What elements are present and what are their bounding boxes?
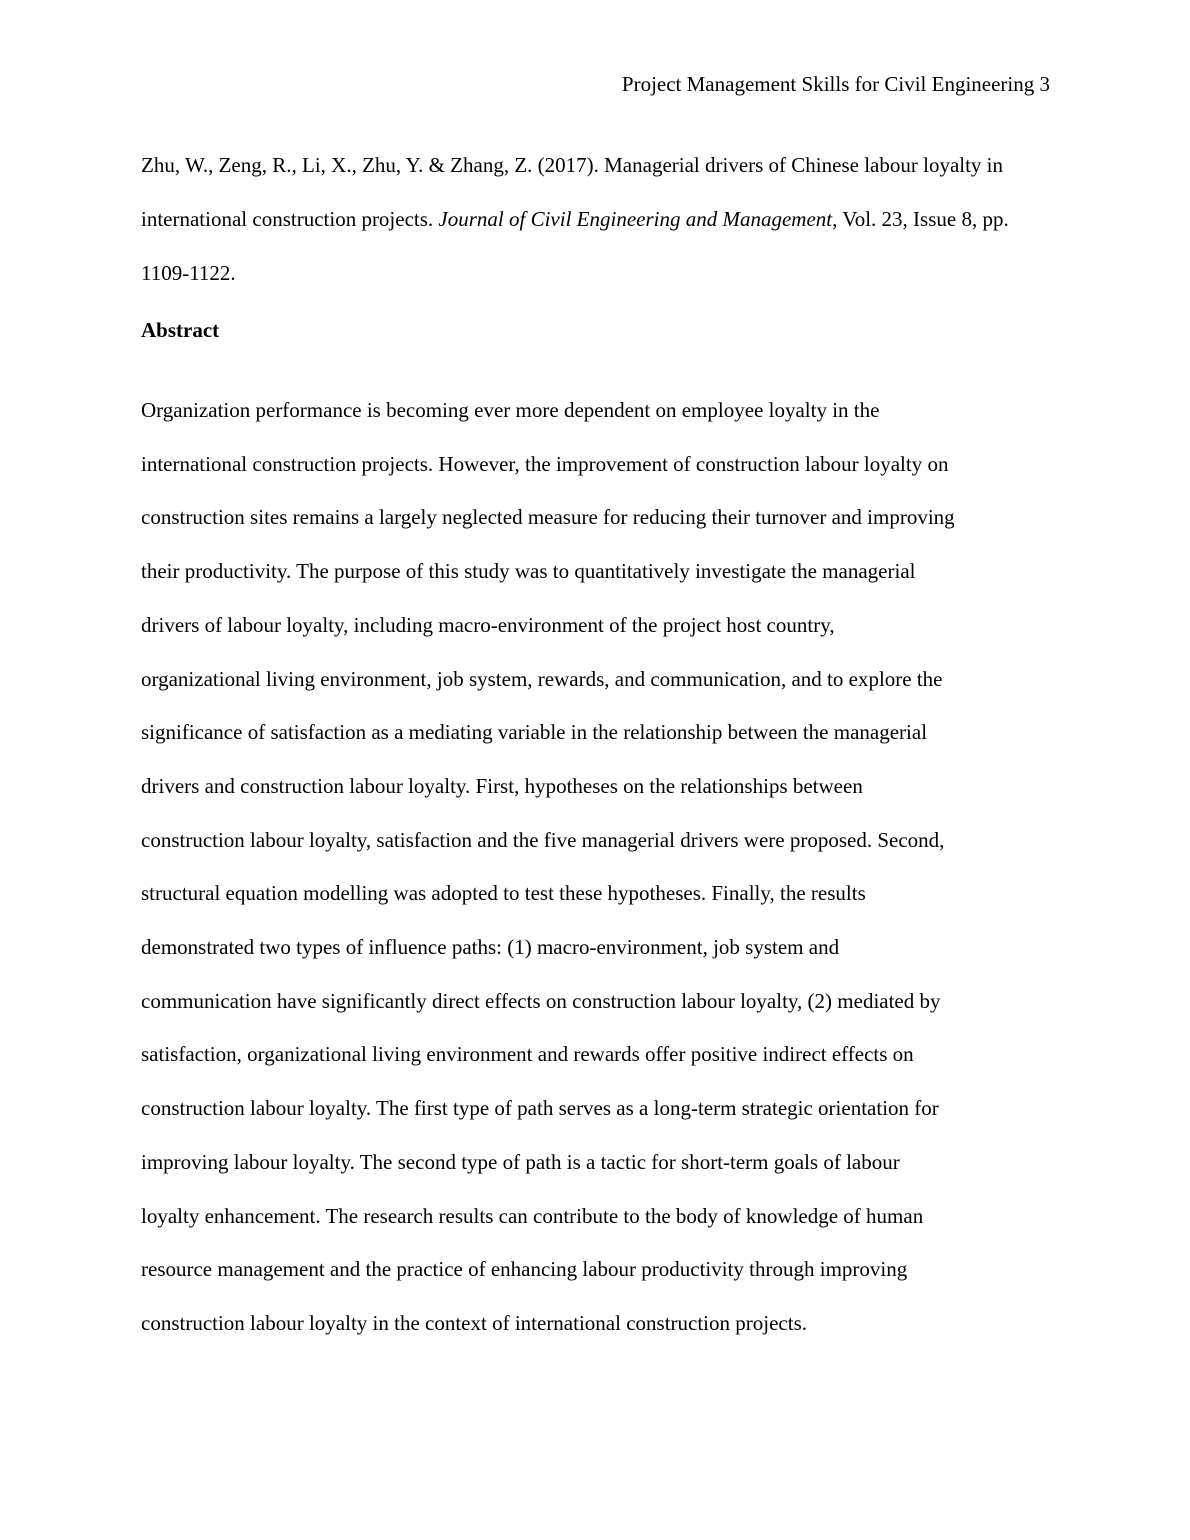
citation-authors-title: Zhu, W., Zeng, R., Li, X., Zhu, Y. & Zhang, Z. (2017). Managerial drivers of Chinese labour loyalty in international construction projects. (141, 153, 1004, 231)
abstract-line: improving labour loyalty. The second type of path is a tactic for short-term goals of labour (141, 1149, 900, 1174)
abstract-line: drivers and construction labour loyalty. First, hypotheses on the relationships between (141, 773, 863, 798)
abstract-line: structural equation modelling was adopted to test these hypotheses. Finally, the results (141, 881, 866, 906)
abstract-line: Organization performance is becoming ever more dependent on employee loyalty in the (141, 398, 880, 422)
abstract-line: satisfaction, organizational living environment and rewards offer positive indirect effects on (141, 1042, 914, 1067)
reference-citation (141, 138, 1051, 300)
abstract-line: construction labour loyalty. The first type of path serves as a long-term strategic orientation for (141, 1096, 939, 1121)
abstract-line: construction labour loyalty, satisfaction and the five managerial drivers were proposed. Second, (141, 827, 945, 852)
citation-details: Vol. 23, Issue 8, pp. 1109-1122. (141, 207, 1009, 285)
abstract-line: significance of satisfaction as a mediating variable in the relationship between the managerial (141, 720, 928, 745)
running-header: Project Management Skills for Civil Engineering 3 (621, 72, 1050, 96)
abstract-line: international construction projects. However, the improvement of construction labour loyalty on (141, 451, 949, 476)
abstract-body (141, 384, 1061, 1351)
abstract-line: construction labour loyalty in the context of international construction projects. (141, 1310, 807, 1335)
citation-journal: Journal of Civil Engineering and Management, (438, 207, 838, 231)
abstract-heading: Abstract (141, 318, 220, 342)
abstract-line: resource management and the practice of enhancing labour productivity through improving (141, 1257, 908, 1282)
abstract-line: loyalty enhancement. The research results can contribute to the body of knowledge of human (141, 1203, 924, 1228)
abstract-line: their productivity. The purpose of this study was to quantitatively investigate the managerial (141, 559, 916, 584)
abstract-line: communication have significantly direct effects on construction labour loyalty, (2) mediated by (141, 988, 941, 1013)
abstract-line: demonstrated two types of influence paths: (1) macro-environment, job system and (141, 935, 840, 960)
abstract-line: organizational living environment, job system, rewards, and communication, and to explore the (141, 666, 943, 691)
abstract-line: drivers of labour loyalty, including macro-environment of the project host country, (141, 612, 835, 637)
abstract-line: construction sites remains a largely neglected measure for reducing their turnover and improving (141, 505, 955, 530)
